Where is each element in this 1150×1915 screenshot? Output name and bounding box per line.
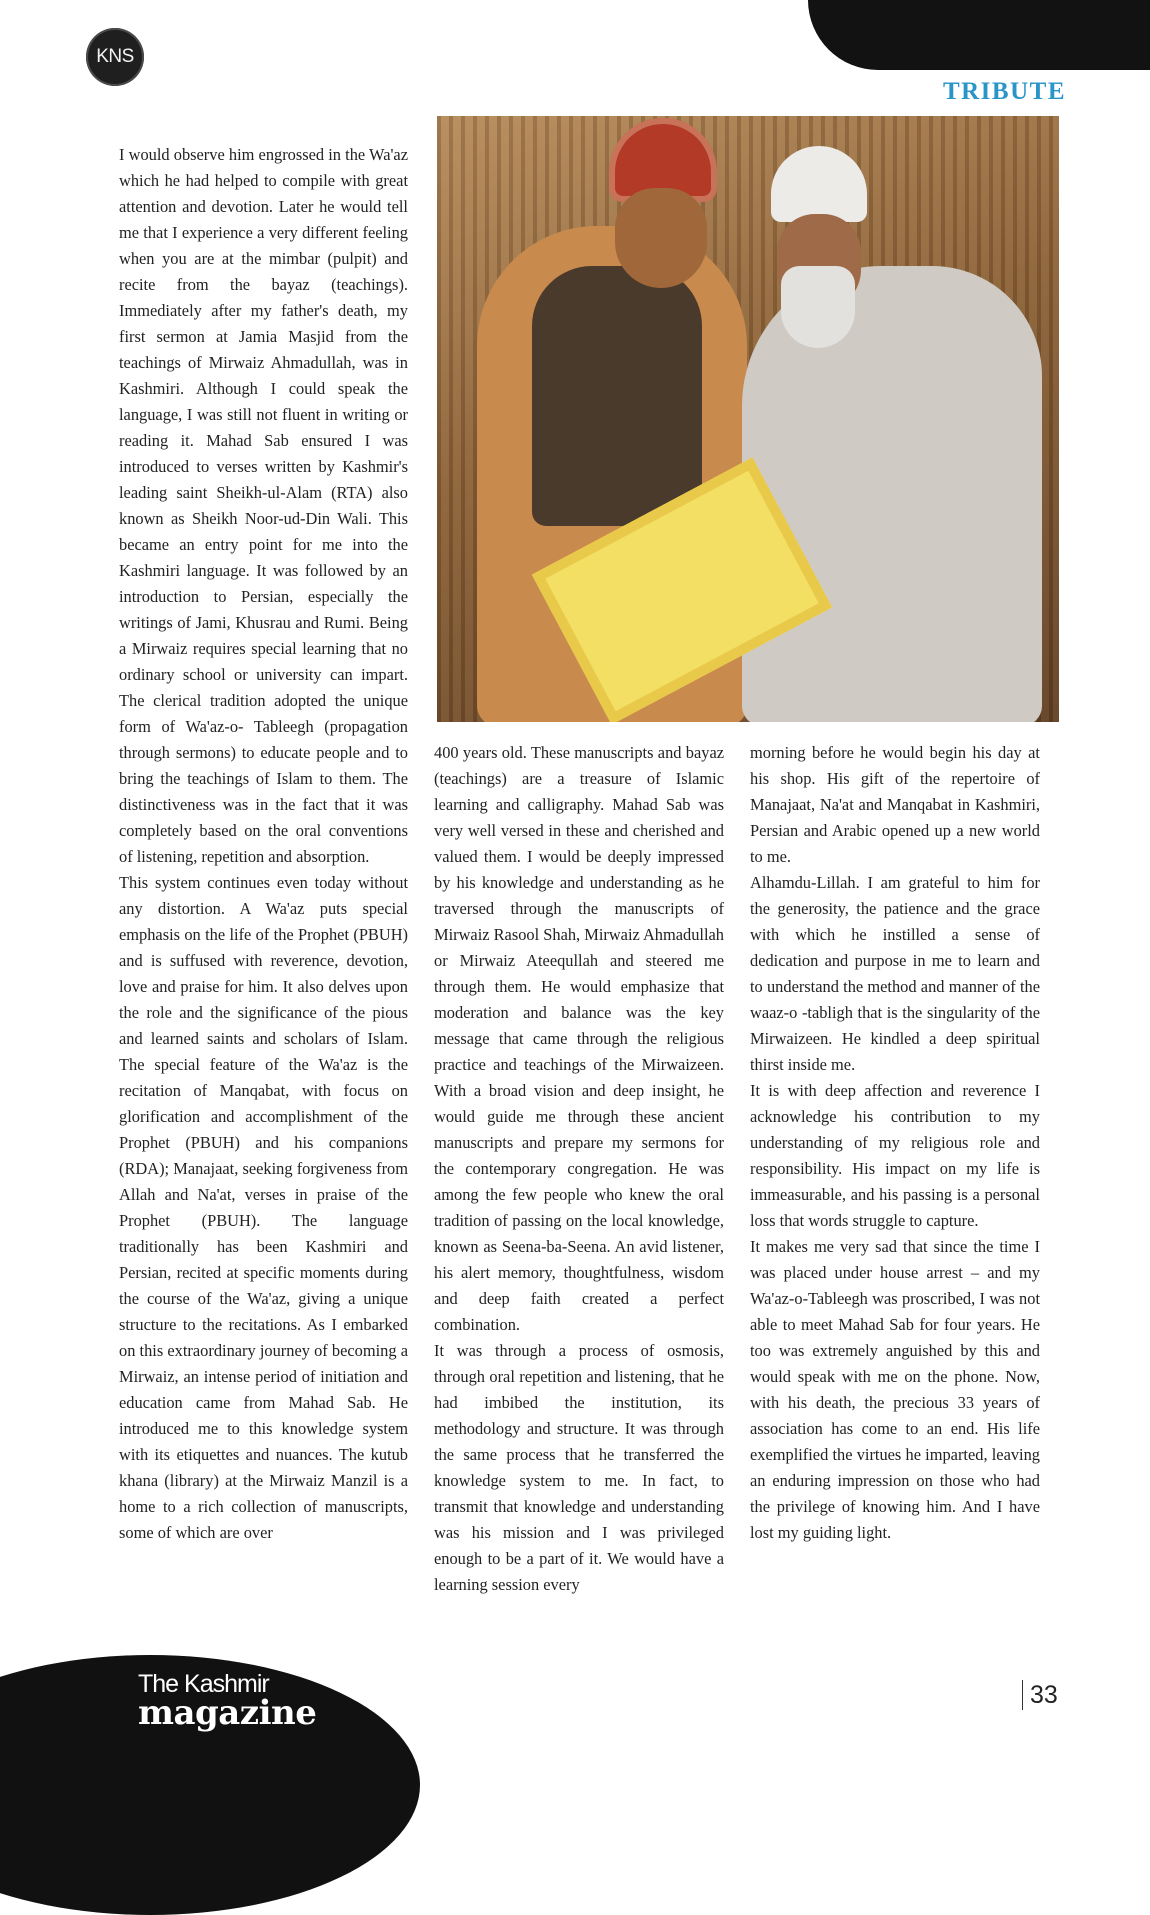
paragraph: I would observe him engrossed in the Wa'az which he had helped to compile with great attention and devotion. Later he would tell me that I experience a very different feeling when you are at the mimbar (pulpit) and recite from the bayaz (teachings). Immediately after my father's death, my first sermon at Jamia Masjid from the teachings of Mirwaiz Ahmadullah, was in Kashmiri. Although I could speak the language, I was still not fluent in writing or reading it. Mahad Sab ensured I was introduced to verses written by Kashmir's leading saint Sheikh-ul-Alam (RTA) also known as Sheikh Noor-ud-Din Wali. This became an entry point for me into the Kashmiri language. It was followed by an introduction to Persian, especially the writings of Jami, Khusrau and Rumi. Being a Mirwaiz requires special learning that no ordinary school or university can impart. The clerical tradition adopted the unique form of Wa'az-o- Tableegh (propagation through sermons) to educate people and to bring the teachings of Islam to them. The distinctiveness was in the fact that it was completely based on the oral conventions of listening, repetition and absorption. [119,145,408,866]
paragraph: morning before he would begin his day at his shop. His gift of the repertoire of Manajaat, Na'at and Manqabat in Kashmiri, Persian and Arabic opened up a new world to me. [750,743,1040,866]
column-3 [750,740,1040,1546]
paragraph: Alhamdu-Lillah. I am grateful to him for the generosity, the patience and the grace with which he instilled a sense of dedication and purpose in me to learn and to understand the method and manner of the waaz-o -tabligh that is the singularity of the Mirwaizeen. He kindled a deep spiritual thirst inside me. [750,873,1040,1074]
paragraph: 400 years old. These manuscripts and bayaz (teachings) are a treasure of Islamic learning and calligraphy. Mahad Sab was very well versed in these and cherished and valued them. I would be deeply impressed by his knowledge and understanding as he traversed through the manuscripts of Mirwaiz Rasool Shah, Mirwaiz Ahmadullah or Mirwaiz Ateequllah and steered me through them. He would emphasize that moderation and balance was the key message that came through the religious practice and teachings of the Mirwaizeen. With a broad vision and deep insight, he would guide me through these ancient manuscripts and prepare my sermons for the contemporary congregation. He was among the few people who knew the oral tradition of passing on the local knowledge, known as Seena-ba-Seena. An avid listener, his alert memory, thoughtfulness, wisdom and deep faith created a perfect combination. [434,743,724,1334]
paragraph: It was through a process of osmosis, through oral repetition and listening, that he had imbibed the institution, its methodology and structure. It was through the same process that he transferred the knowledge system to me. In fact, to transmit that knowledge and understanding was his mission and I was privileged enough to be a part of it. We would have a learning session every [434,1341,724,1594]
page-number: 33 [1022,1680,1058,1710]
section-title: TRIBUTE [942,78,1066,105]
column-2 [434,740,724,1598]
article-photo [437,116,1059,722]
photo-face-left [615,188,707,288]
photo-beard [781,266,855,348]
photo-figure-right [742,266,1042,722]
header-tab [808,0,1150,70]
paragraph: This system continues even today without any distortion. A Wa'az puts special emphasis on the life of the Prophet (PBUH) and is suffused with reverence, devotion, love and praise for him. It also delves upon the role and the significance of the pious and learned saints and scholars of Islam. The special feature of the Wa'az is the recitation of Manqabat, with focus on glorification and accomplishment of the Prophet (PBUH) and his companions (RDA); Manajaat, seeking forgiveness from Allah and Na'at, verses in praise of the Prophet (PBUH). The language traditionally has been Kashmiri and Persian, recited at specific moments during the course of the Wa'az, giving a unique structure to the recitations. As I embarked on this extraordinary journey of becoming a Mirwaiz, an intense period of initiation and education came from Mahad Sab. He introduced me to this knowledge system with its etiquettes and nuances. The kutub khana (library) at the Mirwaiz Manzil is a home to a rich collection of manuscripts, some of which are over [119,873,408,1542]
magazine-logo-top: The Kashmir [138,1670,269,1698]
magazine-logo [138,1670,317,1733]
paragraph: It makes me very sad that since the time I was placed under house arrest – and my Wa'az-o-Tableegh was proscribed, I was not able to meet Mahad Sab for four years. He too was extremely anguished by this and would speak with me on the phone. Now, with his death, the precious 33 years of association has come to an end. His life exemplified the virtues he imparted, leaving an enduring impression on those who had the privilege of knowing him. And I have lost my guiding light. [750,1237,1040,1542]
photo-vest [532,266,702,526]
paragraph: It is with deep affection and reverence I acknowledge his contribution to my understanding of my religious role and responsibility. His impact on my life is immeasurable, and his passing is a personal loss that words struggle to capture. [750,1081,1040,1230]
magazine-logo-main: magazine [138,1693,317,1733]
kns-logo: KNS [86,28,144,86]
column-1 [119,142,408,1546]
